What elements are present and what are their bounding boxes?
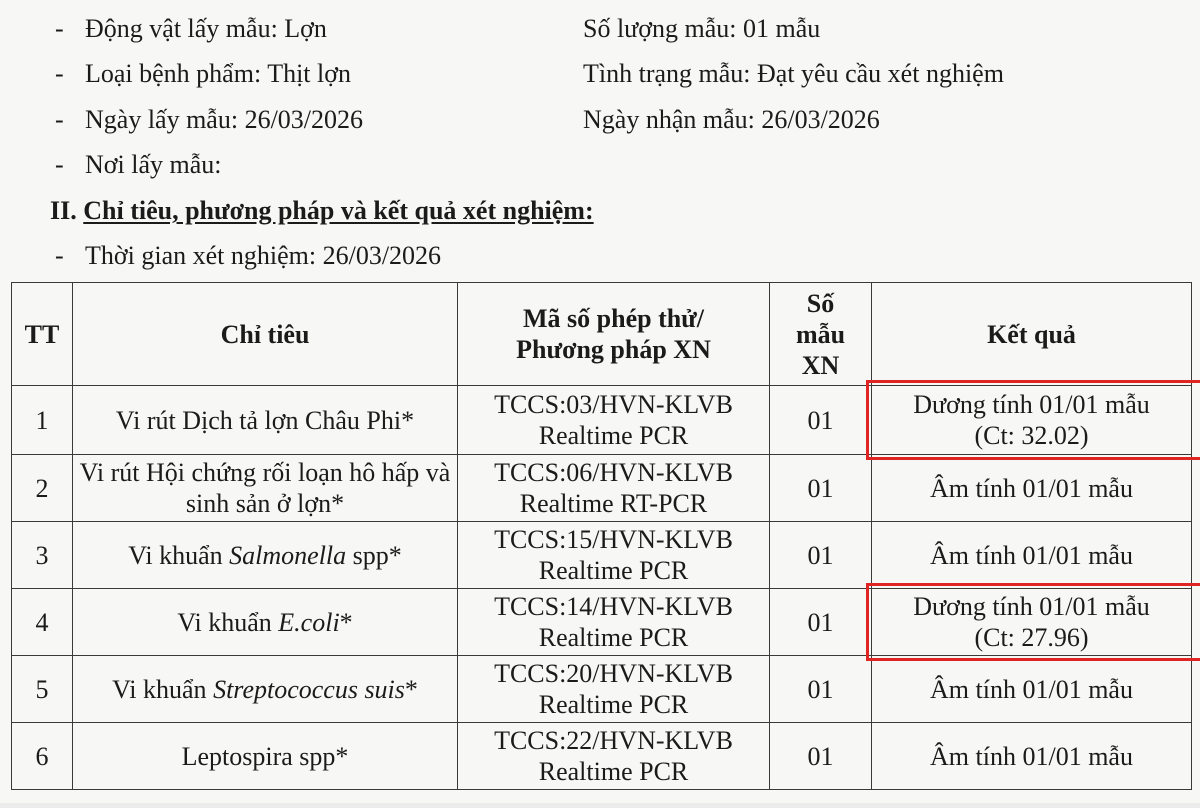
- indicator-suffix: spp*: [346, 540, 402, 570]
- cell-tt: 6: [12, 723, 73, 790]
- page-bottom-edge: [0, 803, 1200, 808]
- info-test-time-text: Thời gian xét nghiệm: 26/03/2026: [85, 241, 442, 270]
- result-text: Dương tính 01/01 mẫu: [913, 390, 1150, 419]
- cell-method: [458, 522, 770, 589]
- section-title: Chỉ tiêu, phương pháp và kết quả xét nghiệm:: [83, 196, 594, 225]
- header-sample-count: Số mẫu XN: [770, 283, 872, 386]
- info-receipt-date: Ngày nhận mẫu: 26/03/2026: [583, 105, 880, 134]
- info-animal: - Động vật lấy mẫu: Lợn: [55, 14, 327, 43]
- header-result: Kết quả: [872, 283, 1192, 386]
- cell-result: [872, 522, 1192, 589]
- method-name: Realtime PCR: [538, 556, 689, 585]
- cell-sample-count: 01: [770, 386, 872, 455]
- table-row: [12, 723, 1192, 790]
- result-text: Âm tính 01/01 mẫu: [930, 473, 1133, 503]
- method-code: TCCS:15/HVN-KLVB: [494, 525, 733, 554]
- cell-sample-count: 01: [770, 589, 872, 656]
- cell-indicator: [73, 656, 458, 723]
- result-text: Âm tính 01/01 mẫu: [930, 741, 1133, 771]
- table-row: [12, 386, 1192, 455]
- info-sampling-date-text: Ngày lấy mẫu: 26/03/2026: [85, 105, 364, 134]
- header-tt: TT: [12, 283, 73, 386]
- result-text: Âm tính 01/01 mẫu: [930, 540, 1133, 570]
- indicator-species: E.coli: [278, 607, 340, 637]
- indicator-text: Vi rút Hội chứng rối loạn hô hấp và sinh sản ở lợn*: [79, 458, 451, 518]
- indicator-text: Leptospira spp*: [181, 741, 349, 771]
- indicator-text: Vi khuẩn: [128, 540, 230, 570]
- table-row: [12, 522, 1192, 589]
- cell-tt: 2: [12, 455, 73, 522]
- section-number: II.: [50, 196, 77, 225]
- info-sample-count: Số lượng mẫu: 01 mẫu: [583, 14, 821, 43]
- indicator-species: Streptococcus suis: [213, 674, 405, 704]
- cell-method: [458, 386, 770, 455]
- method-code: TCCS:14/HVN-KLVB: [494, 592, 733, 621]
- cell-indicator: [73, 455, 458, 522]
- cell-method: [458, 455, 770, 522]
- table-row: [12, 455, 1192, 522]
- cell-method: [458, 723, 770, 790]
- cell-sample-count: 01: [770, 723, 872, 790]
- method-name: Realtime PCR: [538, 690, 689, 719]
- result-text: Âm tính 01/01 mẫu: [930, 674, 1133, 704]
- cell-result: [872, 386, 1192, 455]
- indicator-species: Salmonella: [229, 540, 347, 570]
- method-name: Realtime PCR: [538, 421, 689, 450]
- cell-sample-count: 01: [770, 455, 872, 522]
- method-code: TCCS:22/HVN-KLVB: [494, 726, 733, 755]
- method-code: TCCS:20/HVN-KLVB: [494, 659, 733, 688]
- cell-tt: 5: [12, 656, 73, 723]
- indicator-suffix: *: [339, 607, 353, 637]
- cell-result: [872, 455, 1192, 522]
- indicator-text: Vi rút Dịch tả lợn Châu Phi*: [115, 405, 415, 435]
- results-table: [11, 282, 1192, 790]
- header-method: Mã số phép thử/ Phương pháp XN: [458, 283, 770, 386]
- info-sampling-place: - Nơi lấy mẫu:: [55, 150, 222, 179]
- table-row: [12, 656, 1192, 723]
- info-animal-text: Động vật lấy mẫu: Lợn: [85, 14, 327, 43]
- info-sampling-place-text: Nơi lấy mẫu:: [85, 150, 222, 179]
- method-name: Realtime PCR: [538, 623, 689, 652]
- method-name: Realtime RT-PCR: [519, 489, 708, 518]
- cell-tt: 4: [12, 589, 73, 656]
- result-ct-value: (Ct: 27.96): [974, 623, 1089, 652]
- table-header-row: [12, 283, 1192, 386]
- indicator-text: Vi khuẩn: [112, 674, 214, 704]
- info-test-time: - Thời gian xét nghiệm: 26/03/2026: [55, 241, 442, 270]
- cell-indicator: [73, 723, 458, 790]
- cell-method: [458, 656, 770, 723]
- cell-tt: 1: [12, 386, 73, 455]
- indicator-suffix: *: [404, 674, 418, 704]
- cell-indicator: [73, 589, 458, 656]
- info-sampling-date: - Ngày lấy mẫu: 26/03/2026: [55, 105, 364, 134]
- cell-sample-count: 01: [770, 522, 872, 589]
- cell-indicator: [73, 386, 458, 455]
- cell-tt: 3: [12, 522, 73, 589]
- cell-sample-count: 01: [770, 656, 872, 723]
- info-sample-condition: Tình trạng mẫu: Đạt yêu cầu xét nghiệm: [583, 59, 1004, 88]
- cell-indicator: [73, 522, 458, 589]
- info-specimen-type: - Loại bệnh phẩm: Thịt lợn: [55, 59, 352, 88]
- method-name: Realtime PCR: [538, 757, 689, 786]
- cell-result: [872, 723, 1192, 790]
- cell-result: [872, 589, 1192, 656]
- result-ct-value: (Ct: 32.02): [974, 421, 1089, 450]
- indicator-text: Vi khuẩn: [177, 607, 279, 637]
- info-specimen-type-text: Loại bệnh phẩm: Thịt lợn: [85, 59, 352, 88]
- method-code: TCCS:06/HVN-KLVB: [494, 458, 733, 487]
- header-indicator: Chỉ tiêu: [73, 283, 458, 386]
- table-row: [12, 589, 1192, 656]
- cell-method: [458, 589, 770, 656]
- method-code: TCCS:03/HVN-KLVB: [494, 390, 733, 419]
- result-text: Dương tính 01/01 mẫu: [913, 592, 1150, 621]
- cell-result: [872, 656, 1192, 723]
- section-heading: [50, 196, 594, 226]
